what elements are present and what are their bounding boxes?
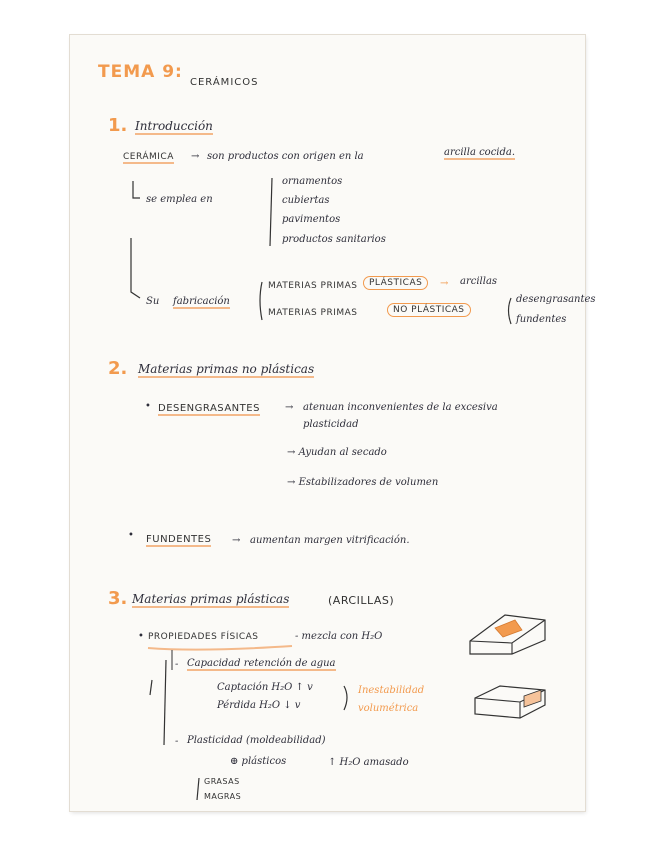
ceramica-label: CERÁMICA: [123, 152, 174, 162]
grasas-label: GRASAS: [204, 777, 240, 786]
desengrasantes-point-1b: plasticidad: [303, 419, 359, 430]
ceramica-end: arcilla cocida.: [444, 147, 516, 158]
bullet: •: [138, 631, 144, 642]
dash: -: [175, 659, 179, 670]
materias-primas-2: MATERIAS PRIMAS: [268, 308, 358, 318]
use-item: ornamentos: [282, 176, 343, 187]
page-subtitle: CERÁMICOS: [190, 77, 259, 88]
amasado-text: ↑ H₂O amasado: [328, 757, 409, 768]
secado-text: Ayudan al secado: [298, 447, 387, 458]
mas-plasticos-text: ⊕ plásticos: [230, 756, 287, 767]
ceramica-definition: son productos con origen en la: [207, 151, 364, 162]
section-3-number: 3.: [108, 588, 128, 609]
fundentes-heading: FUNDENTES: [146, 534, 212, 545]
section-2-heading: Materias primas no plásticas: [138, 362, 315, 376]
estabilizadores-text: Estabilizadores de volumen: [298, 477, 439, 488]
desengrasantes-heading: DESENGRASANTES: [158, 403, 260, 414]
mezcla-text: - mezcla con H₂O: [295, 631, 383, 642]
desengrasantes-point-1: atenuan inconvenientes de la excesiva: [303, 402, 498, 413]
volumetrica-text: volumétrica: [358, 703, 419, 714]
section-2-number: 2.: [108, 358, 128, 379]
desengrasantes-point-3: → Estabilizadores de volumen: [287, 477, 439, 488]
no-plasticas-pill: NO PLÁSTICAS: [387, 303, 471, 317]
materias-primas-1: MATERIAS PRIMAS: [268, 281, 358, 291]
use-item: productos sanitarios: [282, 234, 386, 245]
arrow-3: →: [232, 535, 241, 546]
bullet: •: [128, 530, 134, 541]
fundentes-label: fundentes: [516, 314, 567, 325]
arrow-1: →: [191, 151, 200, 162]
capacidad-label: Capacidad retención de agua: [187, 658, 336, 669]
fabricacion-label: fabricación: [173, 296, 230, 307]
section-1-heading: Introducción: [135, 119, 213, 133]
use-item: cubiertas: [282, 195, 330, 206]
section-3-heading: Materias primas plásticas: [132, 592, 290, 606]
plasticas-pill: PLÁSTICAS: [363, 276, 428, 290]
desengrasantes-label: desengrasantes: [516, 294, 596, 305]
section-1-number: 1.: [108, 115, 128, 136]
use-item: pavimentos: [282, 214, 341, 225]
captacion-text: Captación H₂O ↑ v: [217, 682, 313, 693]
magras-label: MAGRAS: [204, 792, 242, 801]
plasticidad-label: Plasticidad (moldeabilidad): [187, 735, 326, 746]
arrow-orange: →: [440, 278, 449, 289]
perdida-text: Pérdida H₂O ↓ v: [217, 700, 301, 711]
bullet: •: [145, 401, 151, 412]
page-title: TEMA 9:: [98, 62, 183, 82]
arcillas-label: arcillas: [460, 276, 498, 287]
inestabilidad-text: Inestabilidad: [358, 685, 425, 696]
fundentes-point: aumentan margen vitrificación.: [250, 535, 410, 546]
dash: -: [175, 736, 179, 747]
desengrasantes-point-2: → Ayudan al secado: [287, 447, 387, 458]
arrow-2: →: [285, 402, 294, 413]
arcillas-paren: (ARCILLAS): [328, 594, 395, 607]
fabricacion-prefix: Su: [146, 296, 160, 307]
se-emplea-label: se emplea en: [146, 194, 213, 205]
propiedades-label: PROPIEDADES FÍSICAS: [148, 632, 259, 642]
